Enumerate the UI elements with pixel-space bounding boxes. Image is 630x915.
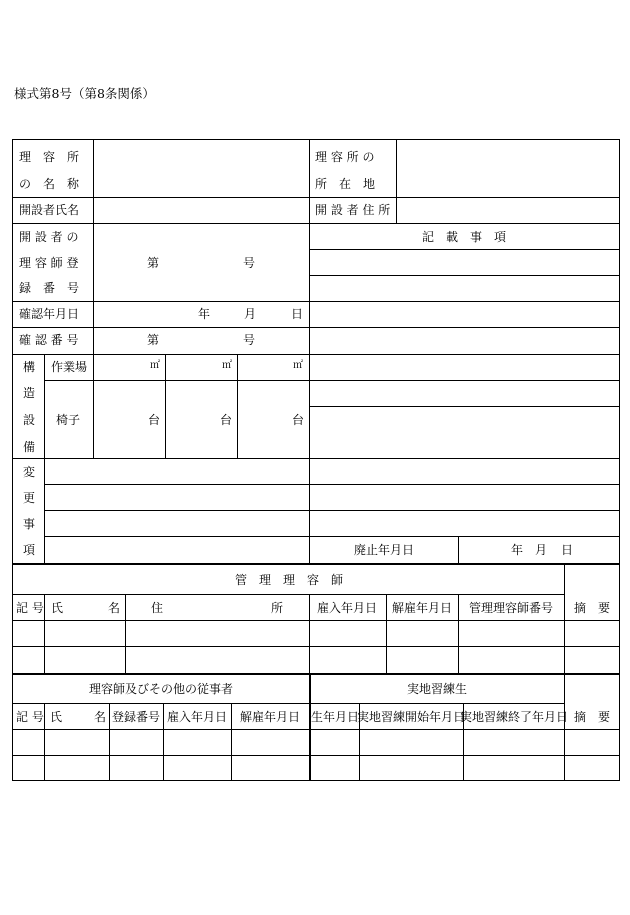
rule	[309, 275, 619, 276]
rule	[231, 703, 232, 781]
rule	[309, 594, 310, 673]
staff-col-hire: 雇入年月日	[166, 710, 228, 724]
facility-address-label: 所 在 地	[315, 177, 376, 191]
founder-address-label: 開 設 者 住 所	[315, 203, 391, 217]
manager-col-address: 所	[271, 601, 284, 615]
form-title: 様式第8号（第8条関係）	[14, 86, 155, 101]
rule	[13, 354, 619, 355]
staff-col-note: 摘 要	[573, 710, 611, 724]
rule	[13, 327, 619, 328]
rule	[44, 594, 45, 673]
chair-unit: 台	[292, 413, 305, 427]
manager-col-name: 氏	[51, 601, 64, 615]
facility-name-label: の 名 称	[19, 177, 80, 191]
trainee-col-end: 実地習練終了年月日	[459, 710, 569, 724]
confirm-number-go: 号	[243, 333, 256, 347]
area-unit: ㎡	[150, 360, 160, 371]
rule	[309, 140, 310, 563]
trainee-col-birth: 生年月日	[310, 710, 360, 724]
manager-header: 管 理 理 容 師	[234, 573, 344, 587]
staff-col-name: 氏	[50, 710, 63, 724]
registration-go: 号	[243, 256, 256, 270]
registration-dai: 第	[147, 256, 160, 270]
rule	[163, 703, 164, 781]
manager-col-fire: 解雇年月日	[391, 601, 453, 615]
rule	[309, 406, 619, 407]
workplace-label: 作業場	[51, 360, 88, 374]
staff-col-fire: 解雇年月日	[239, 710, 301, 724]
confirm-date-label: 確認年月日	[19, 307, 80, 321]
entries-header: 記 載 事 項	[421, 230, 507, 244]
rule	[458, 594, 459, 673]
changes-char: 更	[23, 491, 36, 505]
chair-label: 椅子	[56, 413, 81, 427]
staff-col-symbol: 記 号	[16, 710, 44, 724]
structure-char: 設	[23, 413, 36, 427]
changes-char: 変	[23, 465, 36, 479]
chair-unit: 台	[220, 413, 233, 427]
rule	[458, 536, 459, 563]
rule	[13, 563, 619, 565]
rule	[44, 484, 619, 485]
structure-char: 造	[23, 386, 36, 400]
rule	[13, 673, 619, 675]
facility-address-label: 理 容 所 の	[315, 150, 375, 164]
confirm-month: 月	[244, 307, 257, 321]
manager-col-hire: 雇入年月日	[316, 601, 378, 615]
confirm-number-label: 確 認 番 号	[19, 333, 79, 347]
changes-char: 事	[23, 517, 36, 531]
rule	[13, 729, 619, 730]
rule	[396, 140, 397, 223]
rule	[13, 301, 619, 302]
facility-name-label: 理 容 所	[19, 150, 80, 164]
staff-col-name: 名	[94, 710, 107, 724]
registration-label: 録 番 号	[19, 281, 80, 295]
abolish-month: 月	[535, 543, 548, 557]
rule	[13, 197, 619, 198]
rule	[44, 703, 45, 781]
confirm-day: 日	[291, 307, 304, 321]
manager-col-name: 名	[108, 601, 121, 615]
application-form-table	[12, 139, 620, 781]
rule	[44, 380, 619, 381]
founder-name-label: 開設者氏名	[19, 203, 80, 217]
rule	[13, 755, 619, 756]
structure-char: 構	[23, 360, 36, 374]
rule	[44, 354, 45, 563]
rule	[93, 140, 94, 354]
rule	[309, 249, 619, 250]
rule	[386, 594, 387, 673]
manager-col-note: 摘 要	[573, 601, 611, 615]
trainee-header: 実地習練生	[406, 682, 468, 696]
confirm-year: 年	[198, 307, 211, 321]
manager-col-number: 管理理容師番号	[468, 601, 554, 615]
manager-col-address: 住	[151, 601, 164, 615]
rule	[13, 620, 619, 621]
trainee-col-start: 実地習練開始年月日	[356, 710, 466, 724]
changes-char: 項	[23, 543, 36, 557]
rule	[44, 536, 619, 537]
area-unit: ㎡	[222, 360, 232, 371]
area-unit: ㎡	[293, 360, 303, 371]
rule	[13, 458, 619, 459]
abolish-day: 日	[561, 543, 574, 557]
staff-col-registration: 登録番号	[111, 710, 161, 724]
manager-col-symbol: 記 号	[16, 601, 44, 615]
chair-unit: 台	[148, 413, 161, 427]
rule	[109, 703, 110, 781]
rule	[564, 564, 565, 781]
rule	[309, 674, 311, 781]
registration-label: 開 設 者 の	[19, 230, 79, 244]
rule	[165, 354, 166, 458]
abolish-date-label: 廃止年月日	[354, 543, 415, 557]
abolish-year: 年	[511, 543, 524, 557]
rule	[13, 594, 564, 595]
rule	[125, 594, 126, 673]
staff-header: 理容師及びその他の従事者	[88, 682, 234, 696]
rule	[13, 703, 564, 704]
rule	[13, 646, 619, 647]
rule	[13, 223, 619, 224]
rule	[44, 510, 619, 511]
confirm-number-dai: 第	[147, 333, 160, 347]
registration-label: 理 容 師 登	[19, 256, 79, 270]
structure-char: 備	[23, 440, 36, 454]
rule	[237, 354, 238, 458]
rule	[93, 354, 94, 458]
